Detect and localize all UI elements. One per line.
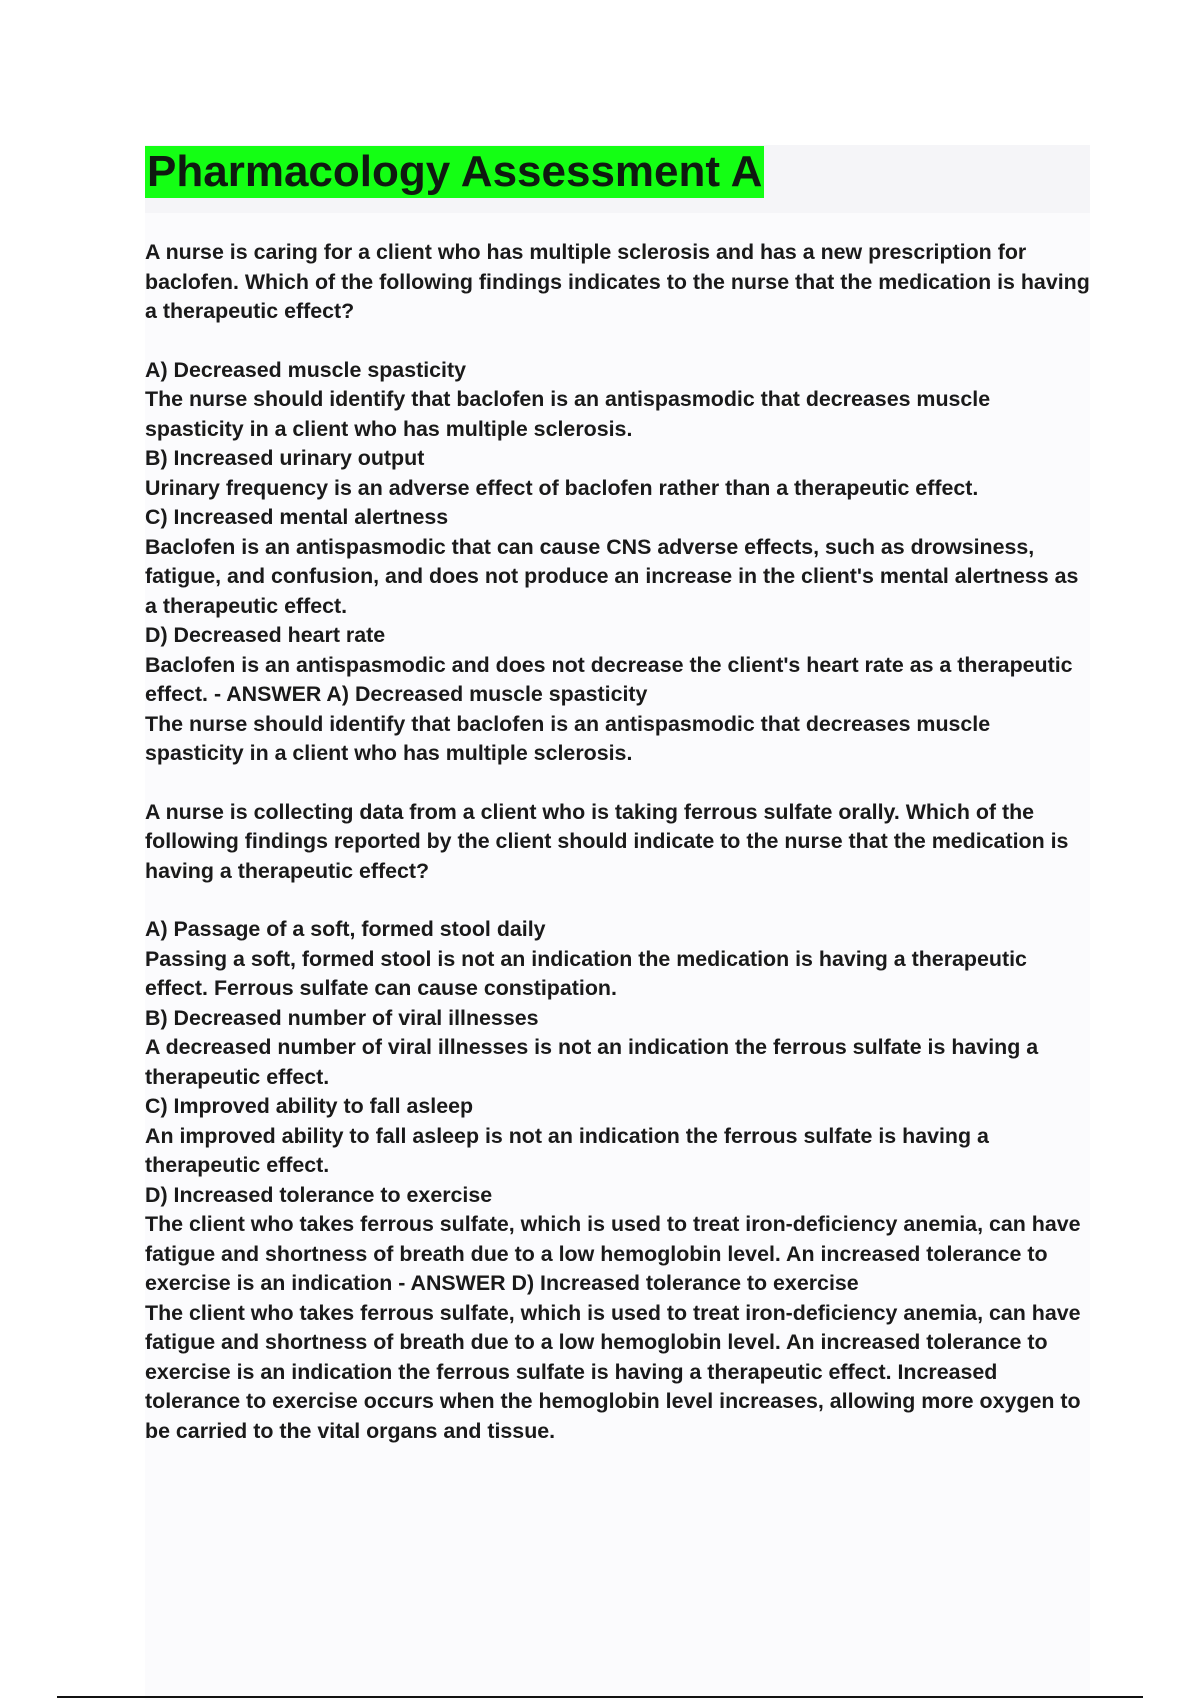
question-2-option-b: B) Decreased number of viral illnesses <box>145 1005 539 1030</box>
question-2-rationale-b: A decreased number of viral illnesses is not an indication the ferrous sulfate is having a therapeutic effect. <box>145 1035 1039 1089</box>
question-2-rationale-c: An improved ability to fall asleep is not an indication the ferrous sulfate is having a therapeutic effect. <box>145 1123 989 1177</box>
question-1-option-d: D) Decreased heart rate <box>145 623 386 647</box>
question-1-option-a: A) Decreased muscle spasticity <box>145 357 467 382</box>
question-1-option-b: B) Increased urinary output <box>145 446 425 470</box>
question-2-rationale-a: Passing a soft, formed stool is not an indication the medication is having a therapeutic effect. Ferrous sulfate can cause constipation. <box>145 946 1027 1000</box>
spacer <box>145 886 1090 915</box>
question-2-option-a: A) Passage of a soft, formed stool daily <box>145 917 546 941</box>
question-block-1 <box>145 238 1090 769</box>
question-1-rationale-d-answer: Baclofen is an antispasmodic and does not decrease the client's heart rate as a therapeutic effect. - ANSWER A) Decreased muscle spasticity <box>145 652 1073 706</box>
question-1-answer-rationale: The nurse should identify that baclofen is an antispasmodic that decreases muscle spasticity in a client who has multiple sclerosis. <box>145 711 991 765</box>
question-2-answer-rationale: The client who takes ferrous sulfate, which is used to treat iron-deficiency anemia, can have fatigue and shortness of breath due to a low hemoglobin level. An increased tolerance to exercise is an indication the ferrous sulfate is having a therapeutic effect. Increased tolerance to exercise occurs when the hemoglobin level increases, allowing more oxygen to be carried to the vital organs and tissue. <box>145 1300 1081 1443</box>
question-1-option-c: C) Increased mental alertness <box>145 505 449 529</box>
question-1-rationale-a: The nurse should identify that baclofen is an antispasmodic that decreases muscle spasticity in a client who has multiple sclerosis. <box>145 387 991 441</box>
spacer <box>145 327 1090 356</box>
question-2-option-c: C) Improved ability to fall asleep <box>145 1094 474 1118</box>
question-2-rationale-d-answer: The client who takes ferrous sulfate, which is used to treat iron-deficiency anemia, can have fatigue and shortness of breath due to a low hemoglobin level. An increased tolerance to exercise is an indication - ANSWER D) Increased tolerance to exercise <box>145 1212 1081 1295</box>
spacer <box>145 769 1090 798</box>
question-2-prompt: A nurse is collecting data from a client who is taking ferrous sulfate orally. Which of the following findings reported by the client should indicate to the nurse that the medication is having a therapeutic effect? <box>145 799 1069 883</box>
question-1-rationale-b: Urinary frequency is an adverse effect of baclofen rather than a therapeutic effect. <box>145 475 979 500</box>
document-title: Pharmacology Assessment A <box>147 147 763 196</box>
question-1-rationale-c: Baclofen is an antispasmodic that can cause CNS adverse effects, such as drowsiness, fatigue, and confusion, and does not produce an increase in the client's mental alertness as a therapeutic effect. <box>145 534 1079 618</box>
question-1-prompt: A nurse is caring for a client who has multiple sclerosis and has a new prescription for baclofen. Which of the following findings indicates to the nurse that the medication is having a therapeutic effect? <box>145 240 1090 323</box>
question-block-2 <box>145 798 1090 1447</box>
question-2-option-d: D) Increased tolerance to exercise <box>145 1182 493 1207</box>
document-body <box>145 238 1090 1446</box>
bottom-divider <box>57 1696 1143 1698</box>
